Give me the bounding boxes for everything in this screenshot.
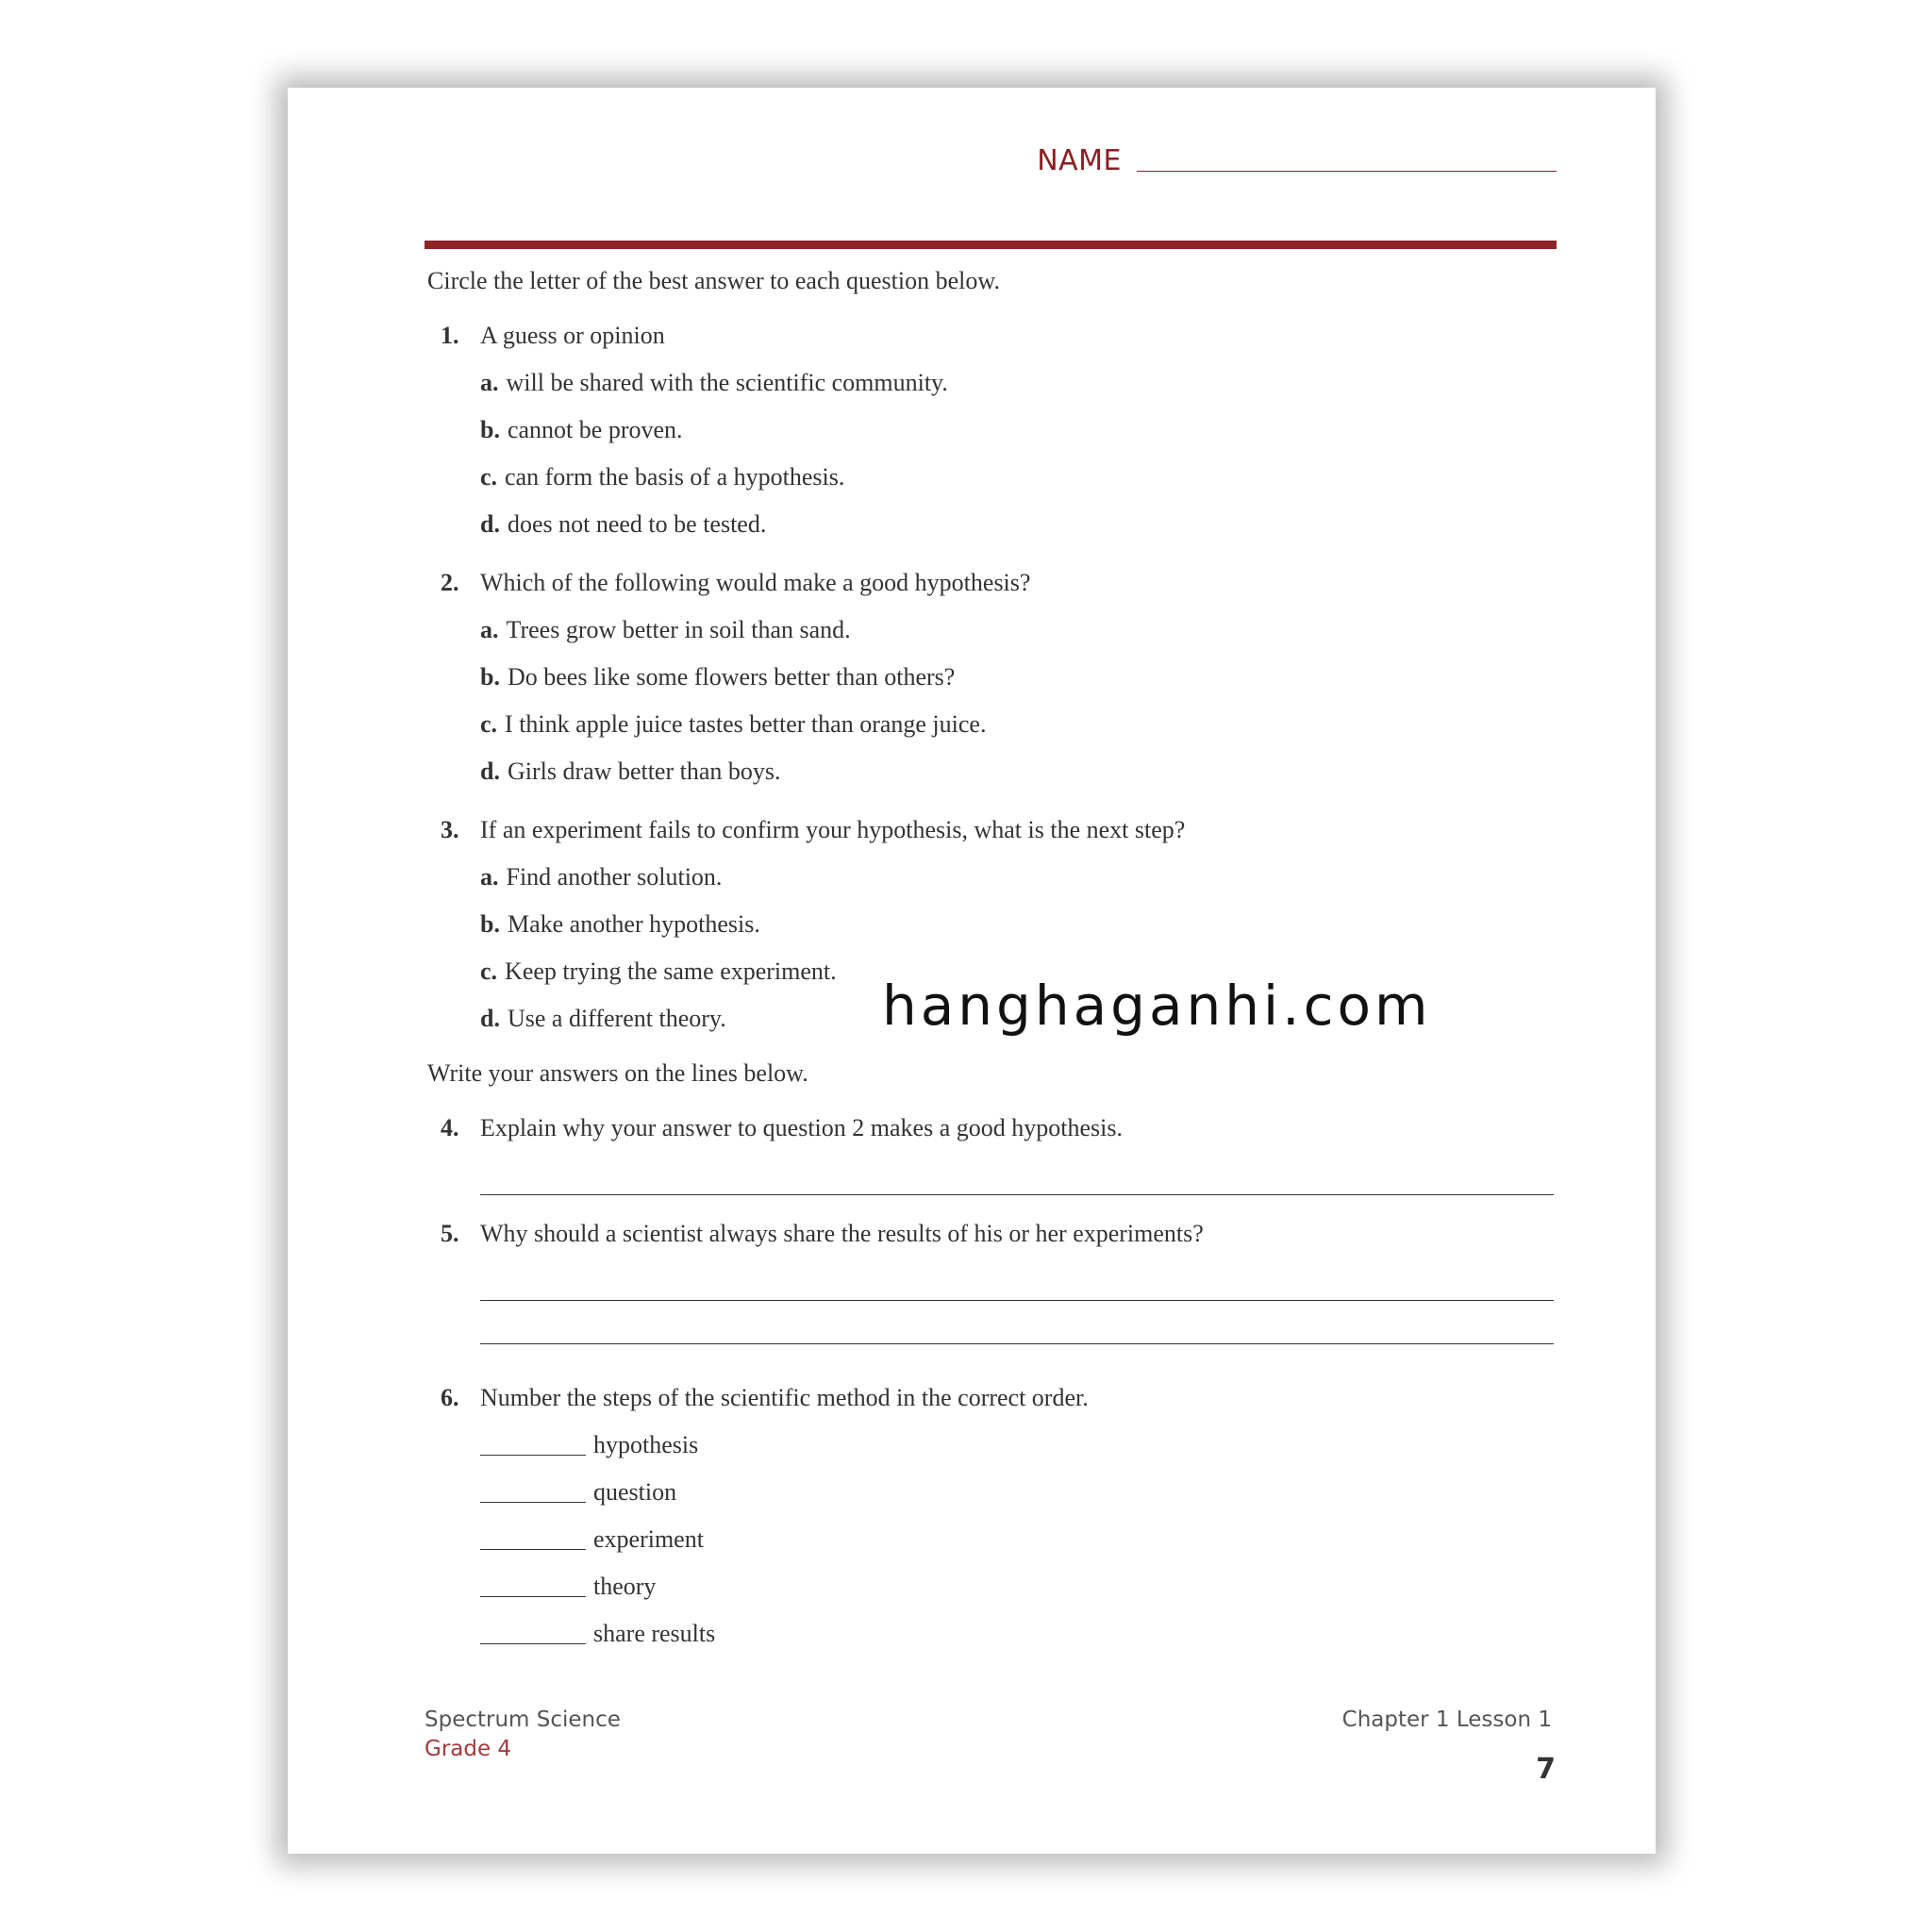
step-share-results [427,1610,1559,1657]
option-text: Girls draw better than boys. [507,758,781,785]
step-theory [427,1563,1559,1610]
option-text: will be shared with the scientific community. [506,369,948,396]
option-text: does not need to be tested. [507,510,767,538]
option-text: Use a different theory. [507,1005,726,1032]
step-question [427,1469,1559,1516]
name-label: NAME [1037,144,1122,177]
option-1b[interactable] [427,407,1559,454]
name-blank-line[interactable] [1137,171,1557,172]
question-text: Which of the following would make a good hypothesis? [480,569,1031,596]
option-text: Do bees like some flowers better than others? [507,663,956,691]
option-letter: b. [480,416,500,443]
option-3b[interactable] [427,901,1559,948]
option-1c[interactable] [427,454,1559,501]
question-number: 3. [441,816,459,843]
option-text: Trees grow better in soil than sand. [506,616,851,643]
step-blank[interactable] [480,1502,586,1503]
question-text: Number the steps of the scientific method in the correct order. [480,1384,1089,1411]
step-blank[interactable] [480,1549,586,1550]
question-text: Explain why your answer to question 2 makes a good hypothesis. [480,1114,1123,1141]
question-number: 2. [441,569,459,596]
answer-line[interactable] [480,1301,1554,1344]
worksheet-content [427,261,1559,1657]
footer-left [425,1706,621,1764]
option-letter: b. [480,910,500,938]
question-text: A guess or opinion [480,322,665,349]
question-text: If an experiment fails to confirm your hypothesis, what is the next step? [480,816,1186,843]
step-label: share results [593,1620,716,1647]
option-text: Find another solution. [506,863,723,891]
option-letter: c. [480,710,498,738]
chapter-lesson-label: Chapter 1 Lesson 1 [1341,1707,1552,1732]
option-letter: c. [480,958,498,985]
option-2a[interactable] [427,607,1559,654]
step-label: theory [593,1573,657,1600]
header-rule [425,241,1557,249]
option-letter: a. [480,863,499,891]
step-blank[interactable] [480,1643,586,1644]
question-number: 4. [441,1114,459,1141]
option-letter: d. [480,510,500,538]
grade-label: Grade 4 [425,1737,512,1761]
question-1 [427,312,1559,359]
option-text: Keep trying the same experiment. [505,958,837,985]
option-letter: d. [480,1005,500,1032]
question-number: 6. [441,1384,459,1411]
option-1d[interactable] [427,501,1559,548]
option-letter: a. [480,616,499,643]
option-letter: d. [480,758,500,785]
option-text: cannot be proven. [507,416,683,443]
step-blank[interactable] [480,1596,586,1597]
option-text: can form the basis of a hypothesis. [505,463,845,491]
section1-instructions: Circle the letter of the best answer to each question below. [427,267,1000,294]
answer-line[interactable] [480,1257,1554,1301]
question-text: Why should a scientist always share the results of his or her experiments? [480,1220,1204,1247]
question-5 [427,1210,1559,1257]
option-2c[interactable] [427,701,1559,748]
option-2b[interactable] [427,654,1559,701]
name-field [1037,144,1557,177]
question-number: 1. [441,322,459,349]
step-label: hypothesis [593,1431,699,1458]
question-2 [427,559,1559,607]
option-text: I think apple juice tastes better than orange juice. [505,710,987,738]
option-2d[interactable] [427,748,1559,795]
step-label: experiment [593,1525,704,1553]
step-label: question [593,1478,677,1506]
watermark-text: hanghaganhi.com [882,974,1432,1038]
option-1a[interactable] [427,359,1559,407]
series-title: Spectrum Science [425,1707,621,1732]
section2-instructions: Write your answers on the lines below. [427,1059,808,1087]
option-letter: b. [480,663,500,691]
question-3 [427,807,1559,854]
option-letter: c. [480,463,498,491]
question-6 [427,1374,1559,1422]
question-number: 5. [441,1220,459,1247]
option-3a[interactable] [427,854,1559,901]
step-experiment [427,1516,1559,1563]
question-4 [427,1105,1559,1152]
worksheet-page [288,88,1656,1854]
step-hypothesis [427,1422,1559,1469]
step-blank[interactable] [480,1455,586,1456]
option-text: Make another hypothesis. [507,910,760,938]
option-letter: a. [480,369,499,396]
answer-line[interactable] [480,1152,1554,1195]
page-number: 7 [1536,1753,1556,1786]
